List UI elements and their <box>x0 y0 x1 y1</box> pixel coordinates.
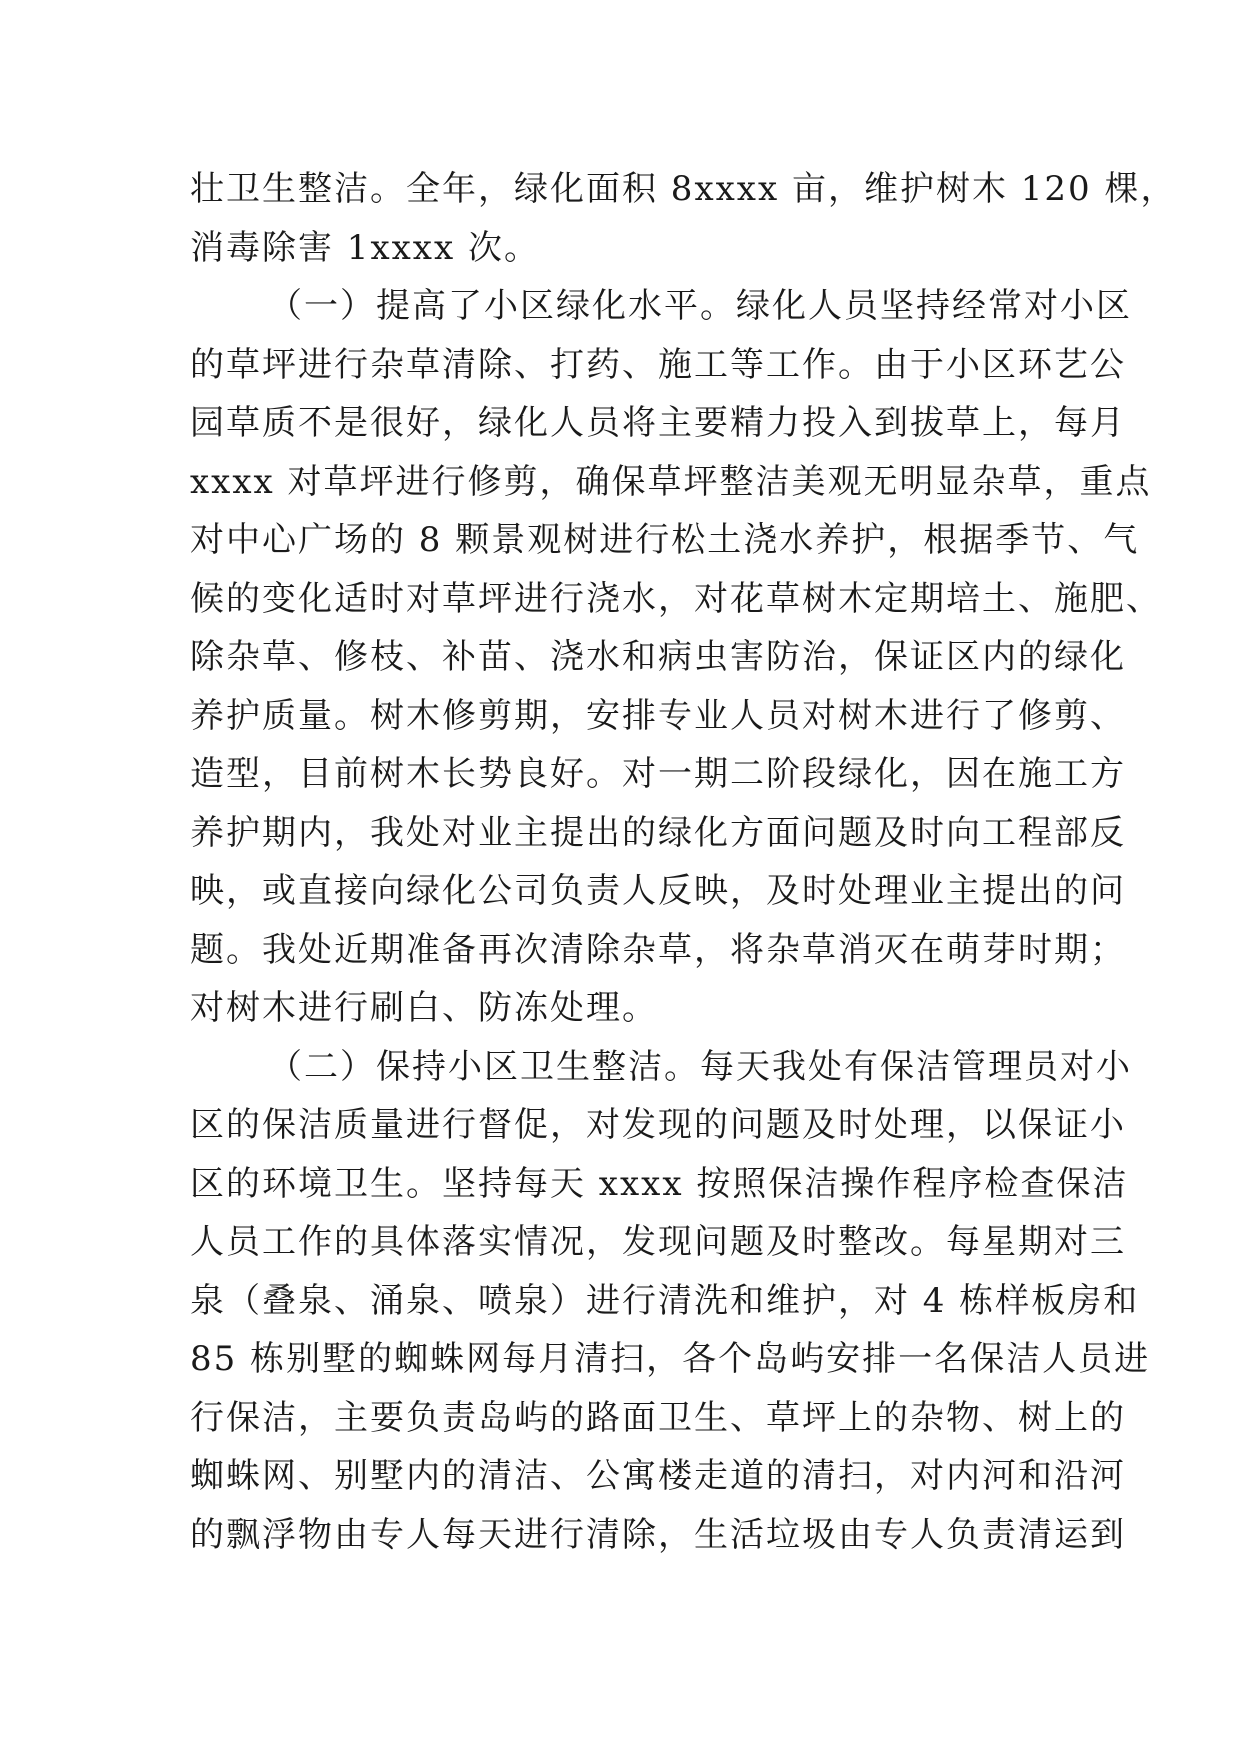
text-line: 行保洁，主要负责岛屿的路面卫生、草坪上的杂物、树上的 <box>190 1397 1126 1438</box>
text-line: 的飘浮物由专人每天进行清除，生活垃圾由专人负责清运到 <box>190 1514 1126 1555</box>
text-line: 养护质量。树木修剪期，安排专业人员对树木进行了修剪、 <box>190 695 1126 736</box>
document-body <box>190 160 1177 1564</box>
text-line: 造型，目前树木长势良好。对一期二阶段绿化，因在施工方 <box>190 754 1126 794</box>
text-line: 蜘蛛网、别墅内的清洁、公寓楼走道的清扫，对内河和沿河 <box>190 1456 1126 1496</box>
text-line: 区的环境卫生。坚持每天 xxxx 按照保洁操作程序检查保洁 <box>190 1163 1129 1204</box>
text-line: 的草坪进行杂草清除、打药、施工等工作。由于小区环艺公 <box>190 344 1126 385</box>
text-line: 候的变化适时对草坪进行浇水，对花草树木定期培土、施肥、 <box>190 578 1162 619</box>
text-line: 壮卫生整洁。全年，绿化面积 8xxxx 亩，维护树木 120 棵， <box>190 169 1177 209</box>
text-line: 养护期内，我处对业主提出的绿化方面问题及时向工程部反 <box>190 812 1126 853</box>
text-line: 对中心广场的 8 颗景观树进行松土浇水养护，根据季节、气 <box>190 520 1140 560</box>
text-line: 区的保洁质量进行督促，对发现的问题及时处理，以保证小 <box>190 1105 1126 1145</box>
text-line: 85 栋别墅的蜘蛛网每月清扫，各个岛屿安排一名保洁人员进 <box>190 1339 1151 1379</box>
text-line: 园草质不是很好，绿化人员将主要精力投入到拔草上，每月 <box>190 403 1126 443</box>
text-line: xxxx 对草坪进行修剪，确保草坪整洁美观无明显杂草，重点 <box>190 461 1152 502</box>
text-line: 题。我处近期准备再次清除杂草，将杂草消灭在萌芽时期； <box>190 929 1126 970</box>
paragraph-first-line: （二）保持小区卫生整洁。每天我处有保洁管理员对小 <box>268 1046 1132 1087</box>
text-line: 映，或直接向绿化公司负责人反映，及时处理业主提出的问 <box>190 871 1126 911</box>
text-line: 消毒除害 1xxxx 次。 <box>190 227 540 268</box>
paragraph-first-line: （一）提高了小区绿化水平。绿化人员坚持经常对小区 <box>268 286 1132 326</box>
text-line: 对树木进行刷白、防冻处理。 <box>190 988 658 1028</box>
text-line: 泉（叠泉、涌泉、喷泉）进行清洗和维护，对 4 栋样板房和 <box>190 1280 1140 1321</box>
text-line: 人员工作的具体落实情况，发现问题及时整改。每星期对三 <box>190 1222 1126 1262</box>
text-line: 除杂草、修枝、补苗、浇水和病虫害防治，保证区内的绿化 <box>190 637 1126 677</box>
